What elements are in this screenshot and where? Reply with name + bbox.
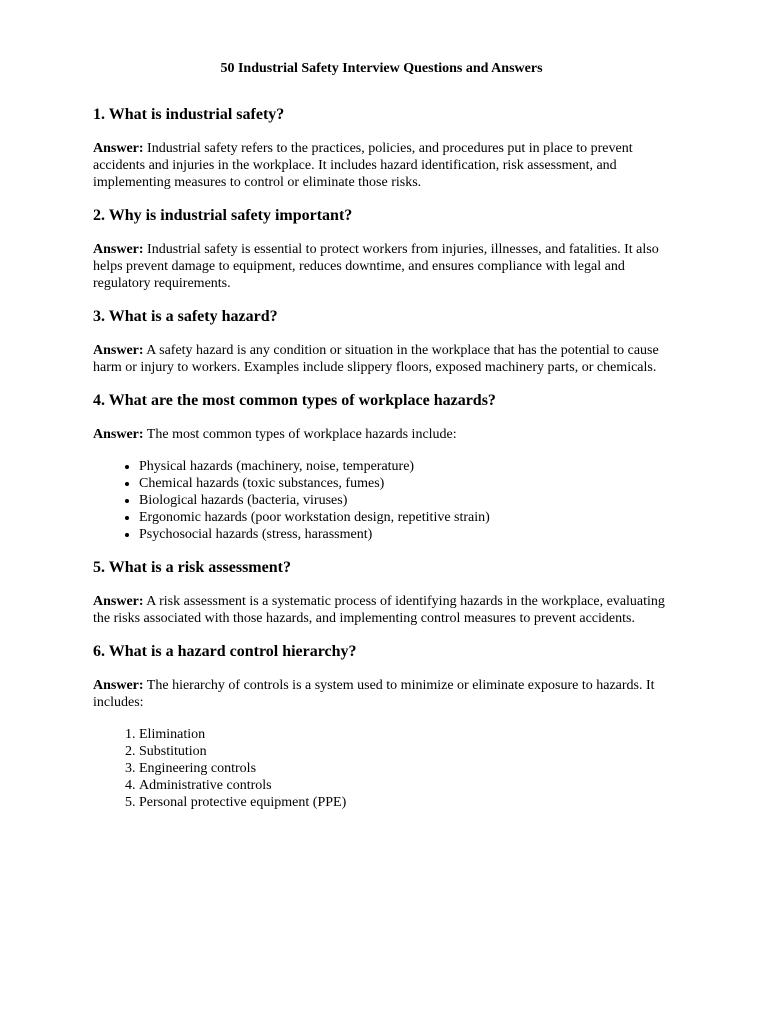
answer-label: Answer: [93,141,144,156]
qa-section-6 [93,642,670,811]
qa-section-2 [93,206,670,292]
control-hierarchy-list [93,726,670,811]
answer-label: Answer: [93,242,144,257]
answer-paragraph [93,241,670,292]
answer-paragraph [93,426,670,443]
answer-text: The most common types of workplace hazards include: [146,427,457,442]
list-item: 5. Personal protective equipment (PPE) [139,794,670,811]
list-item: 4. Administrative controls [139,777,670,794]
hazard-types-list [93,458,670,543]
list-item: • Psychosocial hazards (stress, harassment) [139,526,670,543]
list-item: • Physical hazards (machinery, noise, temperature) [139,458,670,475]
question-heading: 4. What are the most common types of workplace hazards? [93,392,496,409]
list-item: • Biological hazards (bacteria, viruses) [139,492,670,509]
list-item: 2. Substitution [139,743,670,760]
answer-label: Answer: [93,678,144,693]
answer-paragraph [93,140,670,191]
question-heading: 5. What is a risk assessment? [93,559,291,576]
answer-label: Answer: [93,427,144,442]
answer-text: Industrial safety refers to the practices, policies, and procedures put in place to prevent accidents and injuries in the workplace. It includes hazard identification, risk assessment, and implementing measures to control or eliminate those risks. [93,141,633,190]
list-item: • Ergonomic hazards (poor workstation design, repetitive strain) [139,509,670,526]
answer-paragraph [93,677,670,711]
question-heading: 2. Why is industrial safety important? [93,207,353,224]
answer-text: The hierarchy of controls is a system used to minimize or eliminate exposure to hazards. It includes: [93,678,655,710]
list-item: • Chemical hazards (toxic substances, fumes) [139,475,670,492]
question-heading: 3. What is a safety hazard? [93,308,278,325]
question-heading: 6. What is a hazard control hierarchy? [93,643,357,660]
answer-paragraph [93,593,670,627]
qa-section-3 [93,307,670,376]
qa-section-5 [93,558,670,627]
answer-label: Answer: [93,594,144,609]
question-heading: 1. What is industrial safety? [93,106,285,123]
answer-text: Industrial safety is essential to protect workers from injuries, illnesses, and fatalities. It also helps prevent damage to equipment, reduces downtime, and ensures compliance with legal and regulatory requirements. [93,242,659,291]
answer-paragraph [93,342,670,376]
list-item: 1. Elimination [139,726,670,743]
answer-text: A risk assessment is a systematic process of identifying hazards in the workplace, evaluating the risks associated with those hazards, and implementing control measures to prevent accidents. [93,594,665,626]
qa-section-1 [93,105,670,191]
qa-section-4 [93,391,670,543]
answer-label: Answer: [93,343,144,358]
list-item: 3. Engineering controls [139,760,670,777]
document-title: 50 Industrial Safety Interview Questions and Answers [220,61,543,76]
answer-text: A safety hazard is any condition or situation in the workplace that has the potential to cause harm or injury to workers. Examples include slippery floors, exposed machinery parts, or chemicals. [93,343,659,375]
